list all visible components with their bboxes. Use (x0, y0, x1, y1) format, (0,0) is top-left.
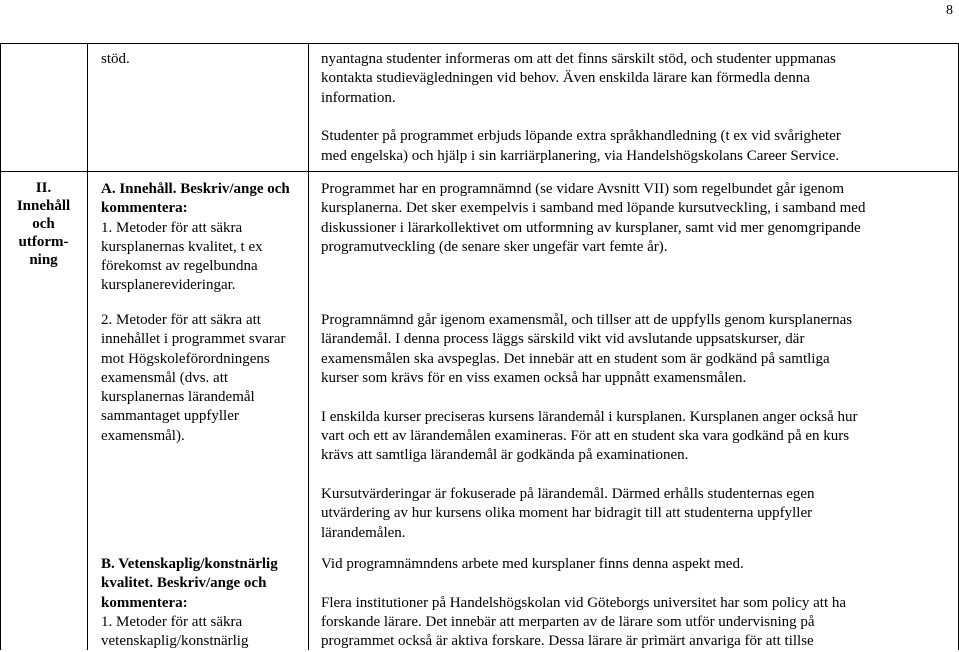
subsection-heading: kvalitet. Beskriv/ange och (101, 575, 267, 592)
section-title-line: utform- (18, 234, 69, 250)
subsection-a-answer-1 (321, 180, 865, 257)
text-line: diskussioner i lärarkollektivet om utformning av kursplaner, samt vid mer genomgripande (321, 219, 861, 236)
text-line: Vid programnämndens arbete med kursplaner finns denna aspekt med. (321, 556, 744, 572)
question-line: mot Högskoleförordningens (101, 350, 270, 367)
text-line: Flera institutioner på Handelshögskolan vid Göteborgs universitet har som policy att ha (321, 594, 847, 611)
question-line: kursplanernas lärandemål (101, 389, 255, 406)
section-label (0, 179, 87, 269)
question-line: 1. Metoder för att säkra (101, 613, 243, 630)
text-line: krävs att samtliga lärandemål är godkända på examinationen. (321, 447, 689, 464)
text-line: vart och ett av lärandemålen examineras. För att en student ska vara godkänd på en kurs (321, 427, 850, 444)
text-line: programutveckling (de senare sker ungefär vart femte år). (321, 238, 668, 255)
subsection-heading: kommentera: (101, 200, 188, 217)
subsection-b-answer-1 (321, 555, 846, 652)
text-line: examensmålen ska avspeglas. Det innebär att en student som är godkänd på samtliga (321, 350, 830, 367)
question-line: 2. Metoder för att säkra att (101, 312, 261, 328)
subsection-a-question-1 (101, 180, 290, 296)
text-line: kontakta studievägledningen vid behov. Även enskilda lärare kan förmedla denna (321, 70, 810, 87)
text-line: nyantagna studenter informeras om att det finns särskilt stöd, och studenter uppmanas (321, 51, 836, 67)
question-line: examensmål (dvs. att (101, 369, 229, 386)
cell-text: stöd. (101, 51, 130, 67)
text-line: med engelska) och hjälp i sin karriärplanering, via Handelshögskolans Career Service. (321, 147, 840, 164)
table-border-top (0, 43, 959, 44)
text-line: utvärdering av hur kursens olika moment har bidragit till att studenterna uppfyller (321, 505, 813, 522)
subsection-heading: kommentera: (101, 594, 188, 611)
question-line: kursplanerevideringar. (101, 277, 236, 294)
question-line: examensmål). (101, 427, 185, 444)
section-title-line: och (32, 216, 55, 232)
section-title-line: Innehåll (16, 198, 71, 214)
text-line: lärandemålen. (321, 524, 406, 541)
subsection-a-question-2 (101, 311, 286, 446)
subsection-heading: A. Innehåll. Beskriv/ange och (101, 181, 290, 197)
text-line: Programnämnd går igenom examensmål, och tillser att de uppfylls genom kursplanernas (321, 312, 853, 328)
page-number: 8 (946, 3, 953, 18)
text-line: I enskilda kurser preciseras kursens lärandemål i kursplanen. Kursplanen anger också hur (321, 408, 858, 425)
text-line: Kursutvärderingar är fokuserade på lärandemål. Därmed erhålls studenternas egen (321, 486, 815, 503)
section-number: II. (35, 180, 52, 196)
question-line: innehållet i programmet svarar (101, 331, 286, 348)
question-line: vetenskaplig/konstnärlig (101, 633, 249, 650)
table-row-divider (0, 171, 959, 172)
text-line: lärandemål. I denna process läggs särskild vikt vid avslutande uppsatskurser, där (321, 331, 805, 348)
question-line: kursplanernas kvalitet, t ex (101, 238, 263, 255)
text-line: Studenter på programmet erbjuds löpande extra språkhandledning (t ex vid svårigheter (321, 128, 841, 145)
table-cell-right (321, 50, 841, 166)
text-line: forskande lärare. Det innebär att merparten av de lärare som utför undervisning på (321, 614, 815, 631)
section-title-line: ning (29, 252, 58, 268)
text-line: information. (321, 89, 396, 106)
text-line: kursplanerna. Det sker exempelvis i samband med löpande kursutveckling, i samband med (321, 200, 866, 217)
table-border-left (0, 43, 1, 650)
question-line: sammantaget uppfyller (101, 408, 239, 425)
question-line: förekomst av regelbundna (101, 258, 258, 275)
question-line: 1. Metoder för att säkra (101, 219, 243, 236)
text-line: programmet också är aktiva forskare. Dessa lärare är primärt anvariga för att tillse (321, 633, 814, 650)
text-line: kurser som krävs för en viss examen också har uppnått examensmålen. (321, 369, 747, 386)
subsection-a-answer-2 (321, 311, 857, 543)
table-border-col1 (87, 43, 88, 650)
subsection-b-question-1 (101, 555, 278, 651)
table-cell-left (101, 50, 130, 69)
table-border-col2 (308, 43, 309, 650)
text-line: Programmet har en programnämnd (se vidare Avsnitt VII) som regelbundet går igenom (321, 181, 845, 197)
subsection-heading: B. Vetenskaplig/konstnärlig (101, 556, 278, 572)
